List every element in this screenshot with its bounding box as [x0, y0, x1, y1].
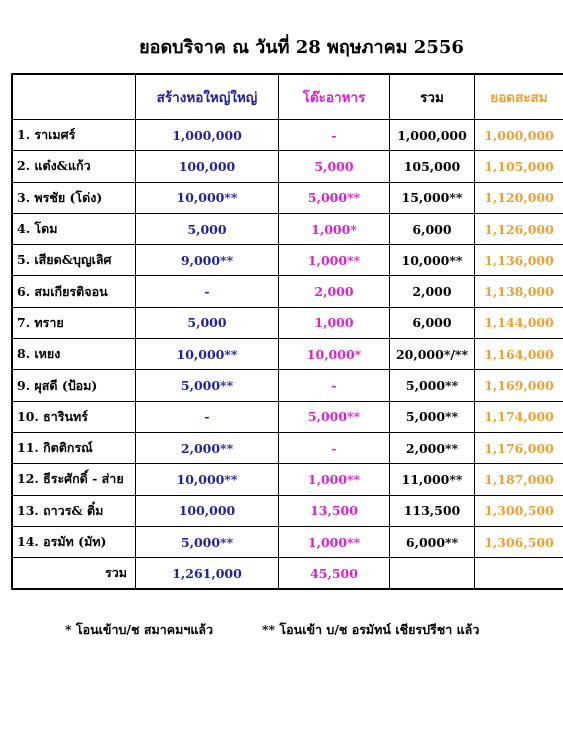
- table-row: [12, 370, 563, 401]
- cell-sum: 1,000,000: [390, 120, 475, 151]
- cell-cumulative: 1,105,000: [475, 151, 563, 182]
- cell-build: -: [136, 276, 279, 307]
- cell-name: 8. เหยง: [12, 339, 136, 370]
- header-food: โต๊ะอาหาร: [279, 74, 390, 120]
- cell-sum: 20,000*/**: [390, 339, 475, 370]
- cell-food: 13,500: [279, 495, 390, 526]
- cell-name: 10. ธารินทร์: [12, 401, 136, 432]
- footnote-double-star: ** โอนเข้า บ/ช อรมัทน์ เชียรปรีชา แล้ว: [262, 622, 480, 637]
- footnote-single-star: * โอนเข้าบ/ช สมาคมฯแล้ว: [65, 622, 214, 637]
- cell-name: 14. อรมัท (มัท): [12, 526, 136, 557]
- cell-name: 2. แต๋ง&แก้ว: [12, 151, 136, 182]
- cell-sum: 6,000: [390, 307, 475, 338]
- table-row: [12, 307, 563, 338]
- cell-cumulative: 1,174,000: [475, 401, 563, 432]
- cell-cumulative: 1,169,000: [475, 370, 563, 401]
- cell-food: 10,000*: [279, 339, 390, 370]
- header-build: สร้างหอใหญ่ใหญ่: [136, 74, 279, 120]
- cell-cumulative: 1,187,000: [475, 464, 563, 495]
- table-row: [12, 401, 563, 432]
- cell-build: 2,000**: [136, 432, 279, 463]
- table-row: [12, 526, 563, 557]
- cell-name: 4. โดม: [12, 213, 136, 244]
- total-cumulative: [475, 558, 563, 590]
- cell-cumulative: 1,138,000: [475, 276, 563, 307]
- cell-build: 10,000**: [136, 339, 279, 370]
- cell-sum: 105,000: [390, 151, 475, 182]
- cell-cumulative: 1,120,000: [475, 182, 563, 213]
- cell-build: 5,000: [136, 213, 279, 244]
- cell-name: 3. พรชัย (โด่ง): [12, 182, 136, 213]
- cell-build: 10,000**: [136, 464, 279, 495]
- cell-sum: 6,000**: [390, 526, 475, 557]
- cell-name: 11. กิตติกรณ์: [12, 432, 136, 463]
- table-row: [12, 464, 563, 495]
- total-row: [12, 558, 563, 590]
- table-header-row: [12, 74, 563, 120]
- cell-food: -: [279, 432, 390, 463]
- cell-name: 9. ผุสดี (ป้อม): [12, 370, 136, 401]
- cell-sum: 2,000**: [390, 432, 475, 463]
- cell-name: 1. ราเมศร์: [12, 120, 136, 151]
- cell-build: 9,000**: [136, 245, 279, 276]
- table-row: [12, 151, 563, 182]
- cell-cumulative: 1,300,500: [475, 495, 563, 526]
- header-sum: รวม: [390, 74, 475, 120]
- header-name: [12, 74, 136, 120]
- cell-sum: 6,000: [390, 213, 475, 244]
- cell-food: 1,000**: [279, 245, 390, 276]
- cell-food: -: [279, 370, 390, 401]
- cell-food: 2,000: [279, 276, 390, 307]
- table-row: [12, 182, 563, 213]
- cell-food: 1,000: [279, 307, 390, 338]
- cell-name: 6. สมเกียรติจอน: [12, 276, 136, 307]
- table-row: [12, 495, 563, 526]
- cell-build: 10,000**: [136, 182, 279, 213]
- table-row: [12, 213, 563, 244]
- cell-cumulative: 1,306,500: [475, 526, 563, 557]
- cell-food: -: [279, 120, 390, 151]
- table-row: [12, 120, 563, 151]
- cell-name: 5. เสียด&บุญเลิศ: [12, 245, 136, 276]
- table-row: [12, 432, 563, 463]
- cell-build: 5,000**: [136, 526, 279, 557]
- cell-name: 7. ทราย: [12, 307, 136, 338]
- cell-cumulative: 1,000,000: [475, 120, 563, 151]
- cell-food: 5,000**: [279, 401, 390, 432]
- table-row: [12, 339, 563, 370]
- cell-build: 5,000**: [136, 370, 279, 401]
- cell-sum: 2,000: [390, 276, 475, 307]
- cell-sum: 15,000**: [390, 182, 475, 213]
- cell-food: 1,000*: [279, 213, 390, 244]
- cell-food: 5,000**: [279, 182, 390, 213]
- cell-name: 13. ถาวร& ติ๋ม: [12, 495, 136, 526]
- cell-build: -: [136, 401, 279, 432]
- cell-cumulative: 1,136,000: [475, 245, 563, 276]
- cell-food: 5,000: [279, 151, 390, 182]
- cell-food: 1,000**: [279, 526, 390, 557]
- cell-build: 100,000: [136, 495, 279, 526]
- cell-sum: 10,000**: [390, 245, 475, 276]
- cell-cumulative: 1,126,000: [475, 213, 563, 244]
- total-label: รวม: [12, 558, 136, 590]
- document-title: ยอดบริจาค ณ วันที่ 28 พฤษภาคม 2556: [139, 37, 464, 58]
- cell-cumulative: 1,164,000: [475, 339, 563, 370]
- cell-sum: 113,500: [390, 495, 475, 526]
- cell-sum: 5,000**: [390, 401, 475, 432]
- total-sum: [390, 558, 475, 590]
- cell-cumulative: 1,176,000: [475, 432, 563, 463]
- header-cumulative: ยอดสะสม: [475, 74, 563, 120]
- total-food: 45,500: [279, 558, 390, 590]
- table-row: [12, 276, 563, 307]
- cell-build: 1,000,000: [136, 120, 279, 151]
- cell-build: 100,000: [136, 151, 279, 182]
- cell-build: 5,000: [136, 307, 279, 338]
- table-row: [12, 245, 563, 276]
- cell-food: 1,000**: [279, 464, 390, 495]
- donation-table: [11, 73, 563, 590]
- total-build: 1,261,000: [136, 558, 279, 590]
- cell-sum: 5,000**: [390, 370, 475, 401]
- cell-name: 12. ธีระศักดิ์ - ส่าย: [12, 464, 136, 495]
- cell-sum: 11,000**: [390, 464, 475, 495]
- cell-cumulative: 1,144,000: [475, 307, 563, 338]
